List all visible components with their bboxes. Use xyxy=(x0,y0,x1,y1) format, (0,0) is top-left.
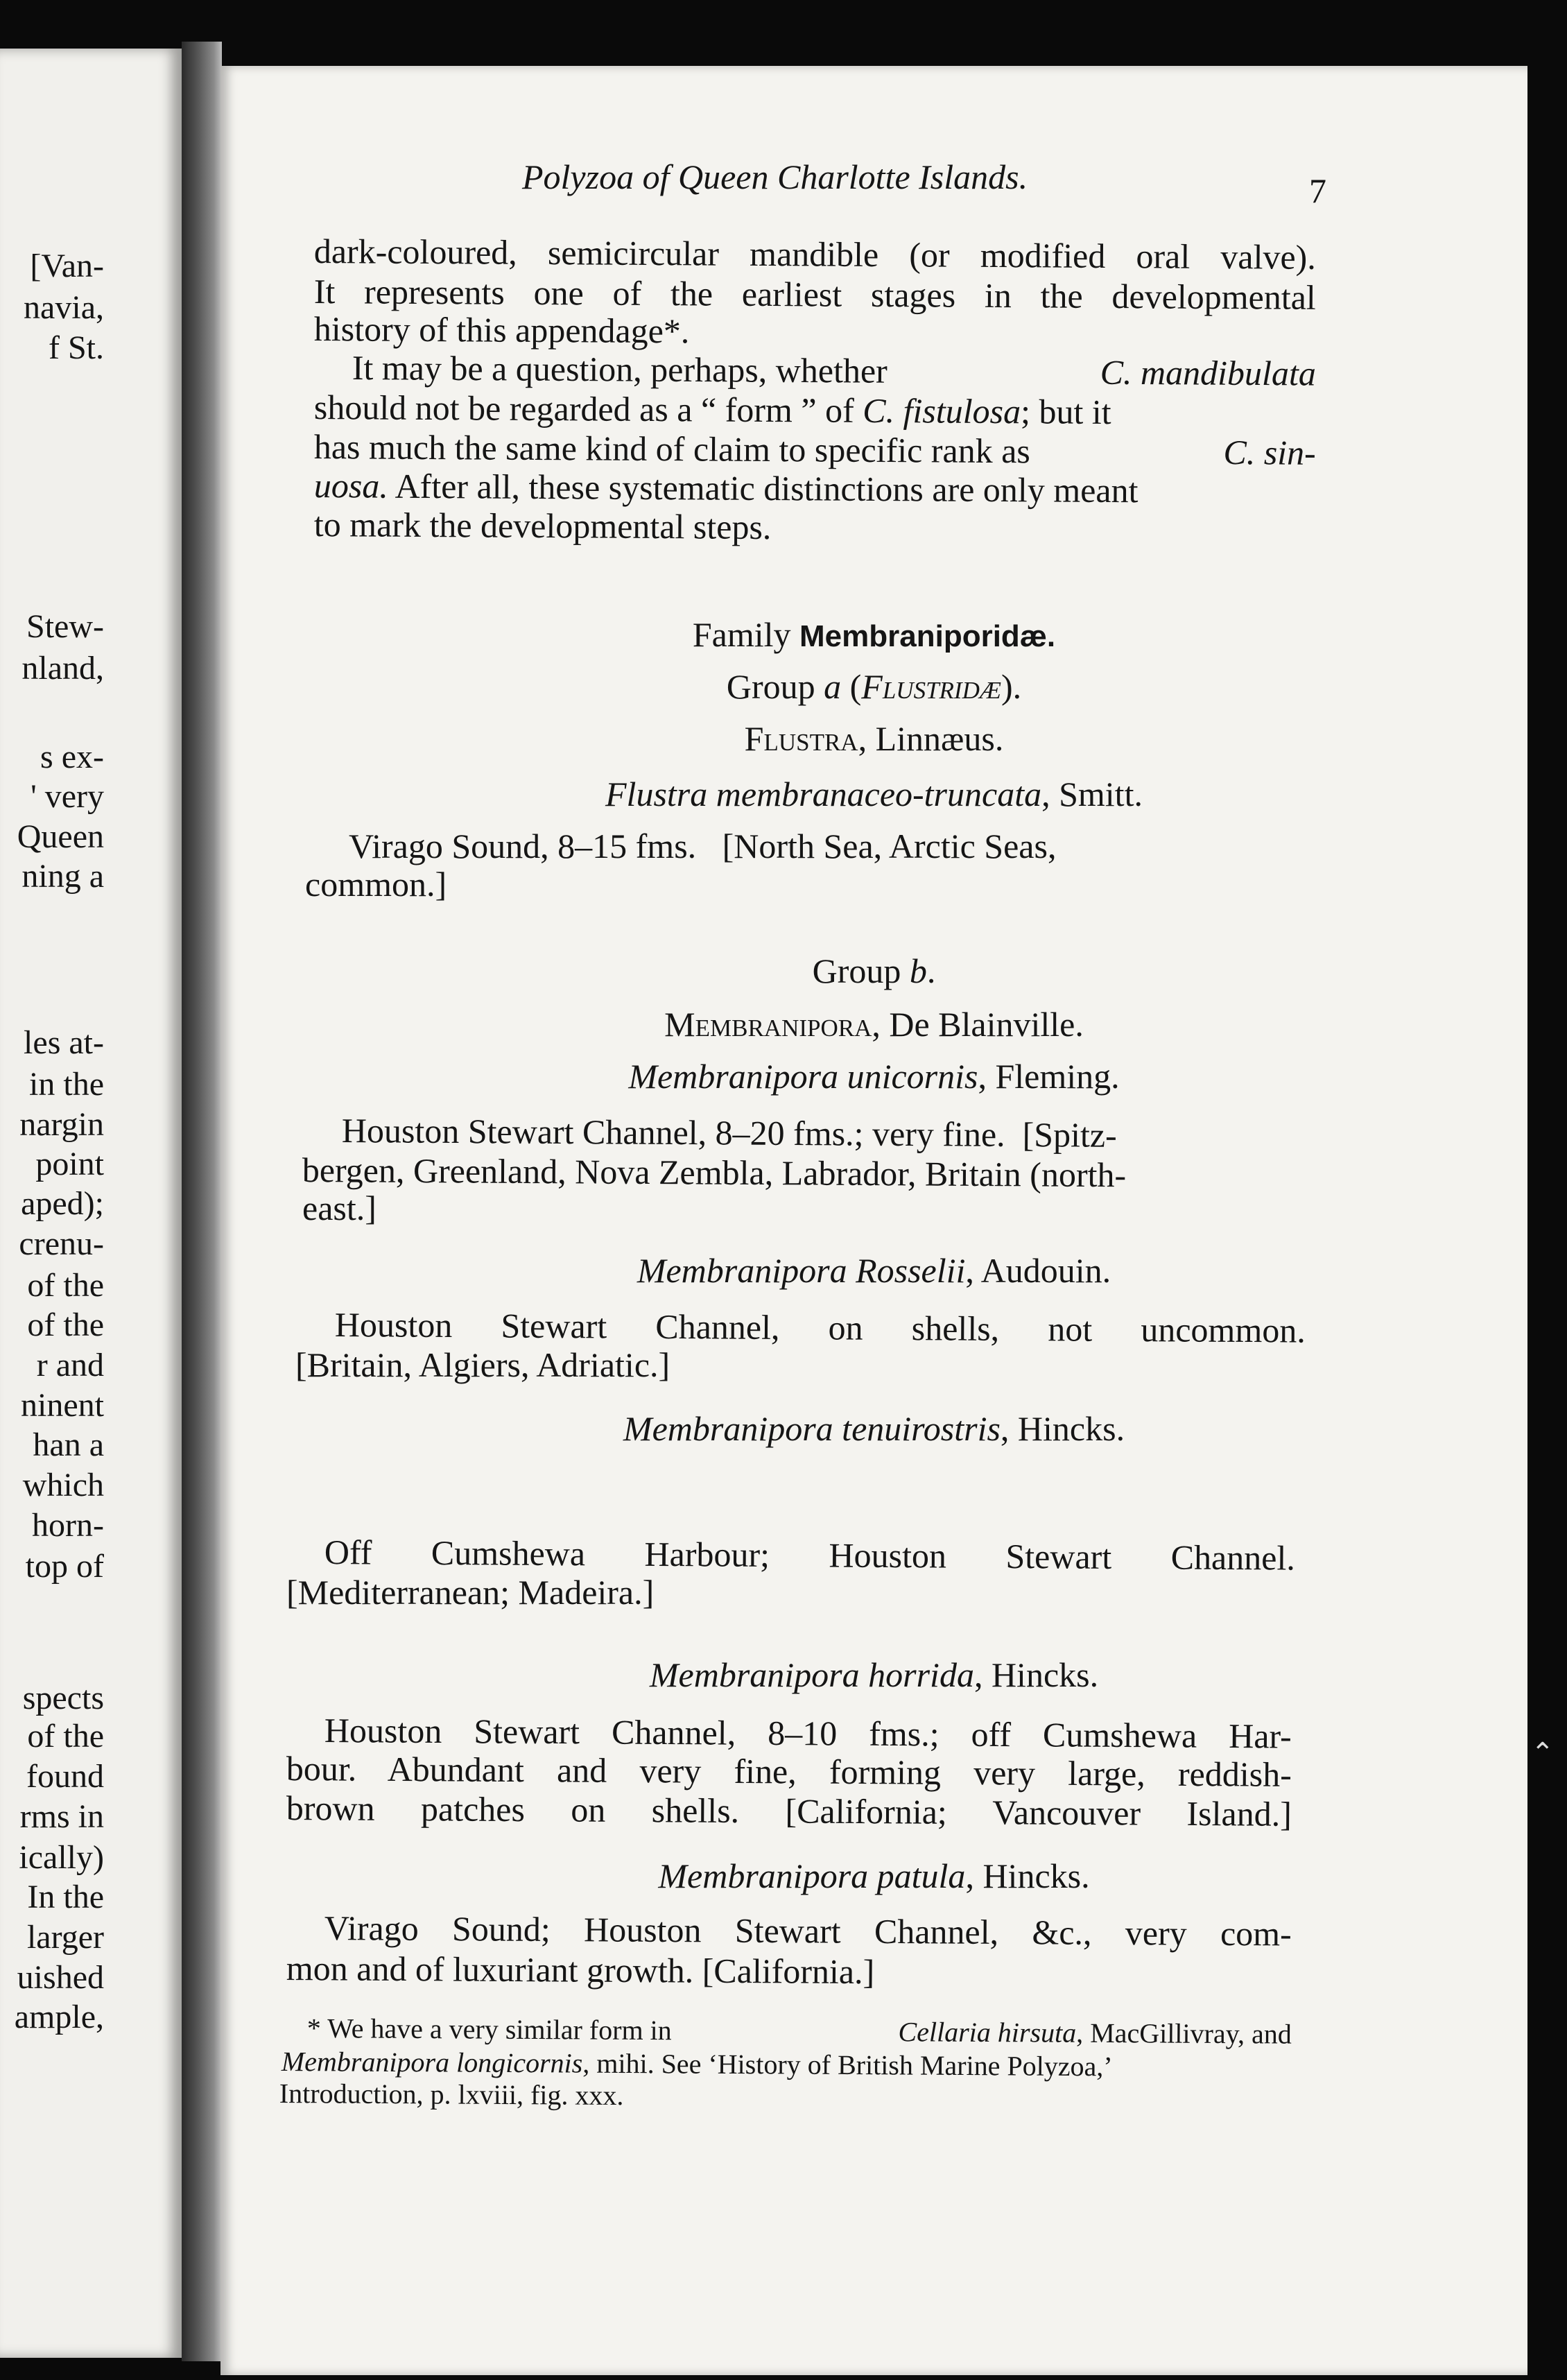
species-author: , Hincks. xyxy=(1000,1409,1125,1448)
left-page-line: ample, xyxy=(14,1999,104,2035)
species-ref: uosa. xyxy=(313,466,388,506)
page-number: 7 xyxy=(1309,171,1326,210)
locality-line: brown patches on shells. [California; Vancouver Island.] xyxy=(286,1788,1292,1834)
left-page-line: s ex- xyxy=(40,739,104,775)
text-line: history of this appendage*. xyxy=(313,309,690,351)
left-page-line: in the xyxy=(29,1066,104,1103)
species-name: Membranipora tenuirostris xyxy=(623,1409,1001,1448)
text-line xyxy=(352,348,1316,393)
text-run: ; but it xyxy=(1020,392,1111,432)
species-name: Membranipora horrida xyxy=(649,1655,974,1694)
species-author: , Fleming. xyxy=(978,1057,1120,1096)
locality-line: [Mediterranean; Madeira.] xyxy=(286,1573,655,1612)
text-line: It represents one of the earliest stages in the developmental xyxy=(313,272,1316,317)
text-run: has much the same kind of claim to specific rank as xyxy=(313,427,1031,471)
text-run: ). xyxy=(1001,667,1022,706)
text-run: ( xyxy=(841,667,862,706)
left-page-line: In the xyxy=(27,1879,104,1915)
book-gutter xyxy=(182,42,222,2361)
species-heading xyxy=(220,1253,1527,1288)
left-page-line: of the xyxy=(27,1307,104,1343)
genus-name: Flustra xyxy=(744,719,858,758)
locality-line: Houston Stewart Channel, on shells, not uncommon. xyxy=(334,1305,1306,1350)
locality-line: [Britain, Algiers, Adriatic.] xyxy=(295,1345,670,1384)
left-page-line: found xyxy=(26,1758,104,1795)
left-page-line: han a xyxy=(33,1426,104,1463)
species-heading xyxy=(220,1657,1527,1692)
text-line xyxy=(314,468,1139,508)
left-page-line: of the xyxy=(27,1718,104,1754)
locality-line: Houston Stewart Channel, 8–10 fms.; off Cumshewa Har- xyxy=(324,1711,1292,1756)
species-heading xyxy=(220,1856,1527,1895)
locality-line: common.] xyxy=(305,865,447,904)
left-page-line: f St. xyxy=(48,329,104,366)
family-name: Membraniporidæ. xyxy=(799,619,1056,653)
text-line xyxy=(314,390,1316,431)
text-run: , mihi. See ‘History of British Marine Polyzoa,’ xyxy=(582,2047,1113,2082)
left-page-line: point xyxy=(35,1146,104,1182)
species-heading xyxy=(220,777,1527,811)
group-prefix: Group xyxy=(812,951,910,990)
left-page-line: r and xyxy=(36,1347,104,1383)
genus-author: , Linnæus. xyxy=(858,719,1004,758)
species-ref: C. mandibulata xyxy=(1100,352,1316,393)
left-page-line: Queen xyxy=(17,818,104,855)
left-page-line: ically) xyxy=(19,1839,104,1876)
footnote-line xyxy=(306,2012,1292,2050)
footnote-line xyxy=(282,2048,1292,2082)
text-line: to mark the developmental steps. xyxy=(313,505,772,547)
left-page-line: which xyxy=(22,1467,104,1503)
left-page-line: ninent xyxy=(21,1387,104,1424)
genus-name: Membranipora xyxy=(664,1005,872,1044)
text-line: dark-coloured, semicircular mandible (or modified oral valve). xyxy=(313,232,1316,277)
species-author: , Smitt. xyxy=(1041,775,1143,813)
text-run: It may be a question, perhaps, whether xyxy=(352,348,888,390)
left-page-line: spects xyxy=(22,1680,104,1716)
left-page-line: Stew- xyxy=(26,608,104,645)
left-page-line: top of xyxy=(25,1548,104,1585)
text-line xyxy=(314,429,1316,470)
locality-line: bergen, Greenland, Nova Zembla, Labrador, Britain (north- xyxy=(302,1150,1127,1195)
left-page-line: rms in xyxy=(19,1798,104,1835)
left-page-line: crenu- xyxy=(19,1225,104,1262)
locality-line: east.] xyxy=(302,1189,376,1227)
species-author: , Audouin. xyxy=(965,1251,1111,1290)
left-page-line: navia, xyxy=(24,289,104,326)
left-page-line: larger xyxy=(26,1919,104,1956)
species-author: , Hincks. xyxy=(965,1856,1090,1895)
species-name: Membranipora patula xyxy=(658,1856,966,1895)
left-page-line: of the xyxy=(27,1267,104,1304)
group-prefix: Group xyxy=(726,667,824,706)
locality-line: Off Cumshewa Harbour; Houston Stewart Channel. xyxy=(324,1533,1295,1578)
species-ref: C. fistulosa xyxy=(863,390,1021,431)
species-ref: Cellaria hirsuta xyxy=(898,2016,1077,2049)
genus-author: , De Blainville. xyxy=(872,1005,1084,1044)
edge-mark: ⌃ xyxy=(1531,1737,1555,1769)
family-prefix: Family xyxy=(692,615,800,654)
species-name: Membranipora unicornis xyxy=(628,1057,978,1096)
family-heading xyxy=(220,617,1527,652)
text-run: should not be regarded as a “ form ” of xyxy=(313,388,863,430)
left-page-line: horn- xyxy=(32,1507,104,1544)
species-author: , Hincks. xyxy=(973,1655,1099,1694)
text-run: , MacGillivray, and xyxy=(1076,2017,1292,2050)
genus-heading xyxy=(220,721,1527,756)
footnote-line: Introduction, p. lxviii, fig. xxx. xyxy=(279,2078,624,2112)
left-page-line: [Van- xyxy=(30,248,104,284)
species-name: Flustra membranaceo-truncata xyxy=(605,775,1042,813)
genus-heading xyxy=(220,1007,1527,1042)
text-run: After all, these systematic distinctions are only meant xyxy=(388,466,1139,510)
left-page-line: nland, xyxy=(21,650,104,687)
locality-line: bour. Abundant and very fine, forming very large, reddish- xyxy=(286,1749,1292,1794)
left-facing-page xyxy=(0,49,182,2358)
species-ref: C. sin- xyxy=(1223,433,1316,472)
species-heading xyxy=(220,1411,1527,1446)
group-letter: a xyxy=(824,667,842,706)
scan-border xyxy=(1527,0,1567,2380)
book-page xyxy=(220,66,1527,2375)
species-heading xyxy=(220,1059,1527,1094)
species-name: Membranipora Rosselii xyxy=(637,1251,966,1290)
species-ref: Membranipora longicornis xyxy=(281,2046,583,2079)
left-page-line: les at- xyxy=(24,1024,104,1061)
group-name: Flustridæ xyxy=(861,667,1001,706)
group-b-heading xyxy=(220,951,1527,990)
group-a-heading xyxy=(220,669,1527,704)
locality-line: Houston Stewart Channel, 8–20 fms.; very fine. [Spitz- xyxy=(341,1111,1117,1155)
group-letter: b xyxy=(909,951,927,990)
left-page-line: aped); xyxy=(21,1185,104,1222)
text-run: . xyxy=(926,951,936,990)
left-page-line: nargin xyxy=(19,1106,104,1143)
left-page-line: ' very xyxy=(31,778,104,815)
locality-line: mon and of luxuriant growth. [California.] xyxy=(286,1949,875,1992)
locality-line: Virago Sound, 8–15 fms. [North Sea, Arctic Seas, xyxy=(349,827,1057,865)
text-run: * We have a very similar form in xyxy=(306,2012,672,2046)
left-page-line: uished xyxy=(17,1959,104,1996)
left-page-line: ning a xyxy=(21,858,104,895)
running-title: Polyzoa of Queen Charlotte Islands. xyxy=(522,157,1028,196)
locality-line: Virago Sound; Houston Stewart Channel, &c., very com- xyxy=(324,1908,1292,1954)
